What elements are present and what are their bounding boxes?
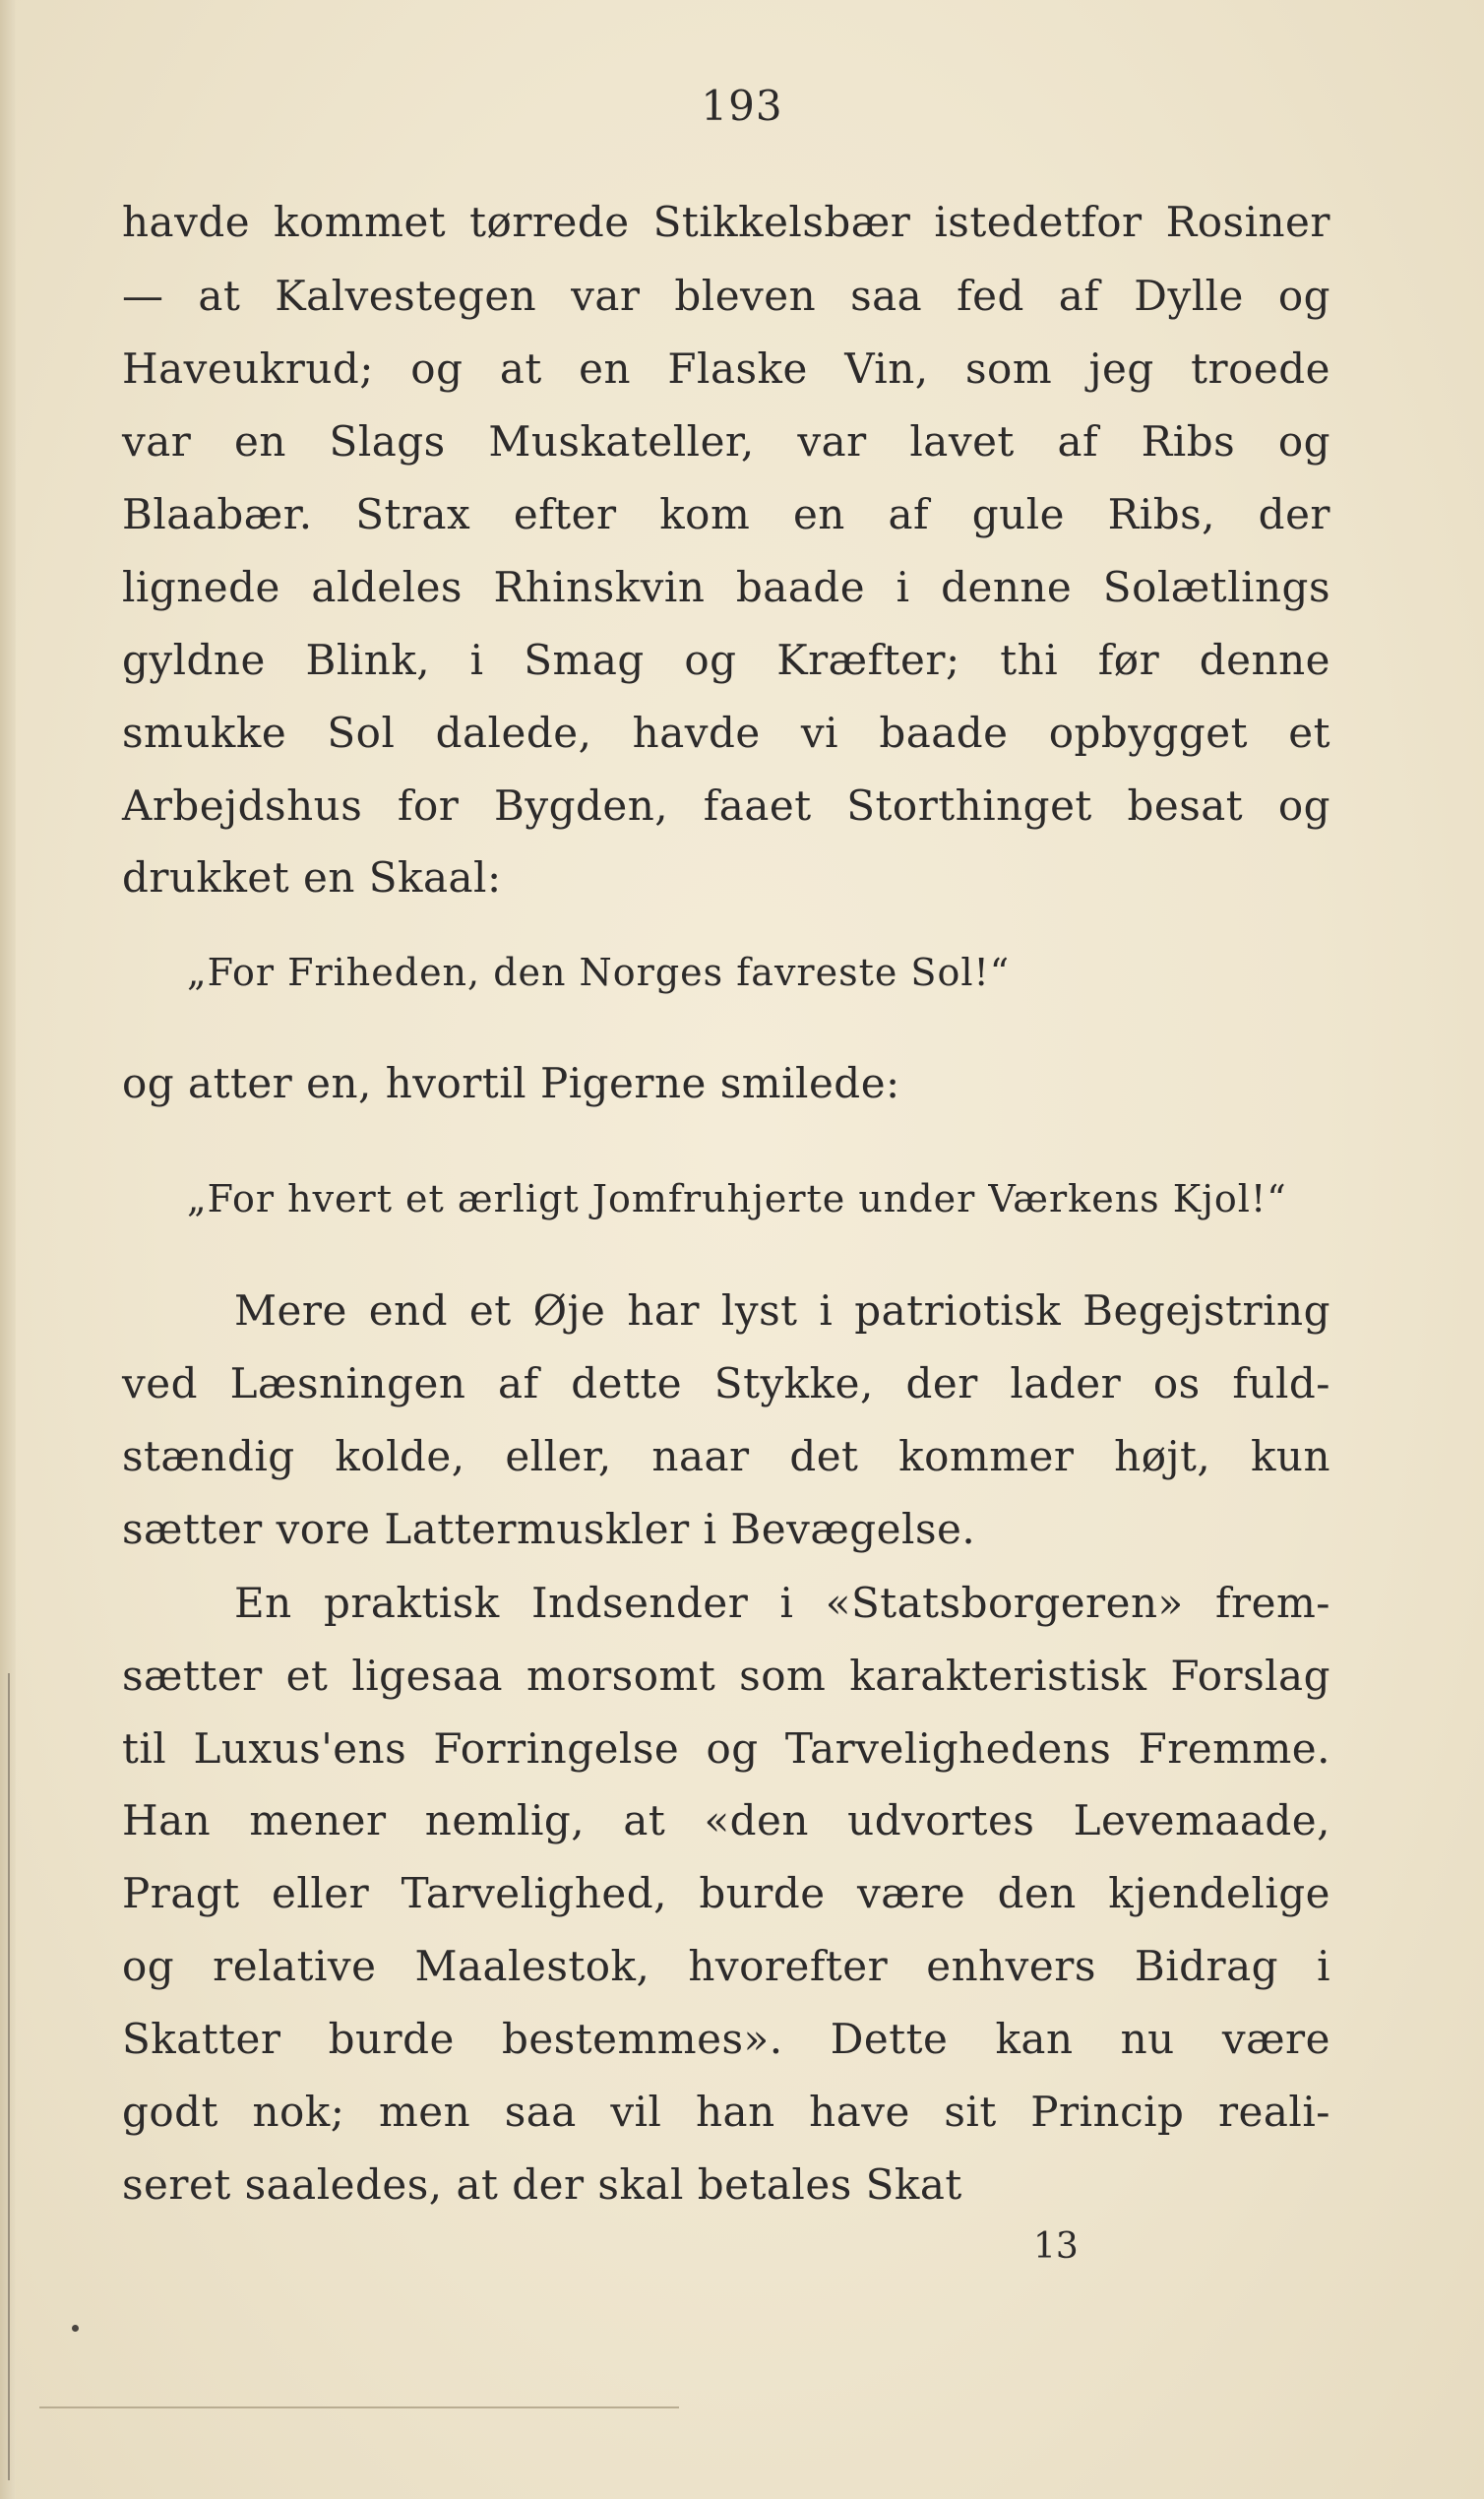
signature-mark: 13 xyxy=(1033,2226,1079,2267)
text-line: Han mener nemlig, at «den udvortes Levemaade, xyxy=(122,1796,1330,1844)
text-line: sætter et ligesaa morsomt som karakteristisk Forslag xyxy=(122,1652,1330,1700)
text-line: ved Læsningen af dette Stykke, der lader os fuld- xyxy=(122,1359,1330,1407)
text-line: Skatter burde bestemmes». Dette kan nu være xyxy=(122,2015,1330,2063)
text-line: og relative Maalestok, hvorefter enhvers Bidrag i xyxy=(122,1942,1330,1990)
text-line: Blaabær. Strax efter kom en af gule Ribs, der xyxy=(122,490,1330,538)
paragraph-first-line: Mere end et Øje har lyst i patriotisk Begejstring xyxy=(234,1286,1330,1335)
quote-line: „For Friheden, den Norges favreste Sol!“ xyxy=(187,951,1011,994)
text-line: — at Kalvestegen var bleven saa fed af Dylle og xyxy=(122,272,1330,320)
page-number: 193 xyxy=(701,82,783,130)
text-line: godt nok; men saa vil han have sit Princip reali- xyxy=(122,2088,1330,2136)
text-line: seret saaledes, at der skal betales Skat xyxy=(122,2160,962,2209)
paper-fold-line xyxy=(39,2406,679,2408)
text-line: Pragt eller Tarvelighed, burde være den kjendelige xyxy=(122,1869,1330,1917)
text-line: drukket en Skaal: xyxy=(122,853,502,902)
binding-crease xyxy=(8,1673,10,2480)
ink-speck xyxy=(72,2325,79,2332)
text-line: lignede aldeles Rhinskvin baade i denne Solætlings xyxy=(122,563,1330,611)
text-line: stændig kolde, eller, naar det kommer højt, kun xyxy=(122,1432,1330,1480)
text-line: Arbejdshus for Bygden, faaet Storthinget besat og xyxy=(122,781,1330,830)
text-line: gyldne Blink, i Smag og Kræfter; thi før denne xyxy=(122,636,1330,684)
text-line: sætter vore Lattermuskler i Bevægelse. xyxy=(122,1505,976,1553)
text-line: Haveukrud; og at en Flaske Vin, som jeg troede xyxy=(122,344,1330,393)
text-line: smukke Sol dalede, havde vi baade opbygget et xyxy=(122,709,1330,757)
quote-line: „For hvert et ærligt Jomfruhjerte under Værkens Kjol!“ xyxy=(187,1177,1287,1220)
text-line: til Luxus'ens Forringelse og Tarvelighedens Fremme. xyxy=(122,1724,1330,1773)
text-line: og atter en, hvortil Pigerne smilede: xyxy=(122,1059,900,1107)
paragraph-first-line: En praktisk Indsender i «Statsborgeren» frem- xyxy=(234,1579,1330,1627)
text-line: havde kommet tørrede Stikkelsbær istedetfor Rosiner xyxy=(122,198,1330,246)
text-line: var en Slags Muskateller, var lavet af Ribs og xyxy=(122,417,1330,466)
